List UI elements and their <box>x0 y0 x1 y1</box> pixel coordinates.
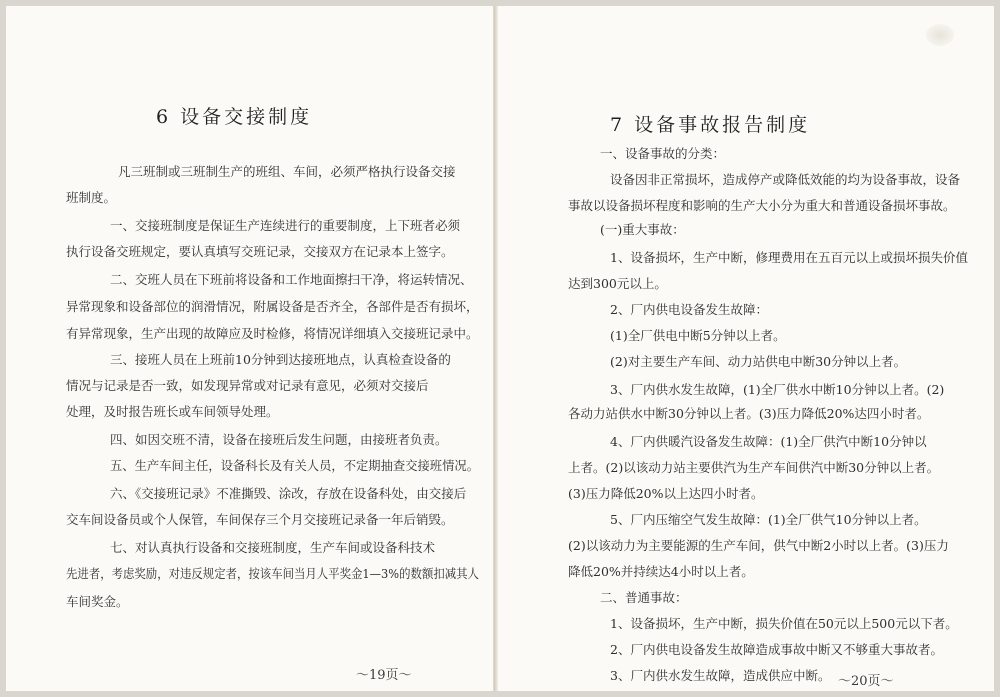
right-line-21: 3、厂内供水发生故障，造成供应中断。 <box>610 668 831 683</box>
right-line-19: 1、设备损坏，生产中断，损失价值在50元以上500元以下者。 <box>610 616 958 631</box>
left-line-4: 执行设备交班规定，要认真填写交班记录，交接双方在记录本上签字。 <box>66 244 454 259</box>
left-line-16: 先进者，考虑奖励，对违反规定者，按该车间当月人平奖金1—3%的数额扣减其人 <box>66 566 479 581</box>
left-line-17: 车间奖金。 <box>66 594 129 609</box>
right-line-16: (2)以该动力为主要能源的生产车间，供气中断2小时以上者。(3)压力 <box>568 538 949 553</box>
right-line-14: (3)压力降低20%以上达四小时者。 <box>568 486 764 501</box>
left-line-2: 班制度。 <box>66 190 117 205</box>
right-line-7: 2、厂内供电设备发生故障： <box>610 302 768 317</box>
right-line-4: (一)重大事故： <box>600 222 685 237</box>
right-page-title: 7 设备事故报告制度 <box>610 114 811 136</box>
left-page-number: ～19页～ <box>356 668 412 683</box>
left-line-7: 有异常现象，生产出现的故障应及时检修，将情况详细填入交接班记录中。 <box>66 326 479 341</box>
left-page-title: 6 设备交接制度 <box>156 106 313 128</box>
document-spread <box>6 6 994 691</box>
right-line-20: 2、厂内供电设备发生故障造成事故中断又不够重大事故者。 <box>610 642 943 657</box>
right-line-2: 设备因非正常损坏，造成停产或降低效能的均为设备事故，设备 <box>610 172 961 187</box>
right-line-9: (2)对主要生产车间、动力站供电中断30分钟以上者。 <box>610 354 907 369</box>
right-line-15: 5、厂内压缩空气发生故障：(1)全厂供气10分钟以上者。 <box>610 512 927 527</box>
right-line-6: 达到300元以上。 <box>568 276 667 291</box>
left-line-15: 七、对认真执行设备和交接班制度，生产车间或设备科技术 <box>110 540 436 555</box>
right-line-13: 上者。(2)以该动力站主要供汽为生产车间供汽中断30分钟以上者。 <box>568 460 940 475</box>
left-line-12: 五、生产车间主任，设备科长及有关人员，不定期抽查交接班情况。 <box>110 458 480 473</box>
right-line-11: 各动力站供水中断30分钟以上者。(3)压力降低20%达四小时者。 <box>568 406 930 421</box>
left-line-3: 一、交接班制度是保证生产连续进行的重要制度，上下班者必须 <box>110 218 461 233</box>
left-line-13: 六、《交接班记录》不准撕毁、涂改，存放在设备科处，由交接后 <box>110 486 467 501</box>
right-line-1: 一、设备事故的分类： <box>600 146 726 161</box>
right-line-3: 事故以设备损坏程度和影响的生产大小分为重大和普通设备损坏事故。 <box>568 198 956 213</box>
left-line-8: 三、接班人员在上班前10分钟到达接班地点，认真检查设备的 <box>110 352 451 367</box>
right-line-5: 1、设备损坏，生产中断，修理费用在五百元以上或损坏损失价值 <box>610 250 968 265</box>
right-line-8: (1)全厂供电中断5分钟以上者。 <box>610 328 786 343</box>
right-line-10: 3、厂内供水发生故障，(1)全厂供水中断10分钟以上者。(2) <box>610 382 945 397</box>
left-line-11: 四、如因交班不清，设备在接班后发生问题，由接班者负责。 <box>110 432 448 447</box>
right-page-number: ～20页～ <box>838 674 894 689</box>
right-page <box>498 6 994 691</box>
left-page <box>6 6 494 691</box>
left-line-14: 交车间设备员或个人保管，车间保存三个月交接班记录备一年后销毁。 <box>66 512 454 527</box>
left-line-10: 处理，及时报告班长或车间领导处理。 <box>66 404 279 419</box>
paper-stain <box>926 24 954 46</box>
left-line-9: 情况与记录是否一致，如发现异常或对记录有意见，必须对交接后 <box>66 378 429 393</box>
right-line-18: 二、普通事故： <box>600 590 688 605</box>
right-line-12: 4、厂内供暖汽设备发生故障：(1)全厂供汽中断10分钟以 <box>610 434 927 449</box>
left-line-5: 二、交班人员在下班前将设备和工作地面擦扫干净，将运转情况、 <box>110 272 473 287</box>
right-line-17: 降低20%并持续达4小时以上者。 <box>568 564 754 579</box>
left-line-1: 凡三班制或三班制生产的班组、车间，必须严格执行设备交接 <box>118 164 456 179</box>
left-line-6: 异常现象和设备部位的润滑情况，附属设备是否齐全，各部件是否有损坏， <box>66 299 479 314</box>
